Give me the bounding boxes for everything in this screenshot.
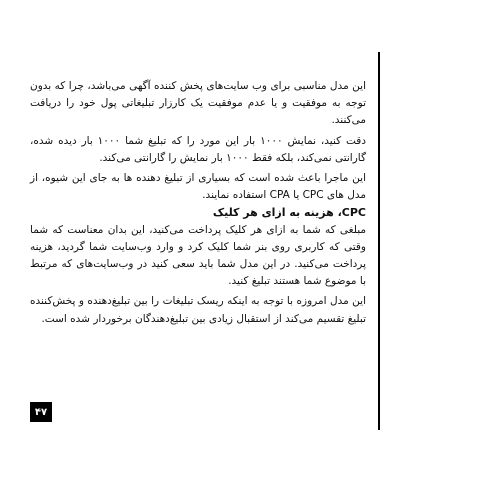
paragraph-3: این ماجرا باعث شده است که بسیاری از تبلیغ دهنده ها به جای این شیوه، از مدل های CPC یا CPA استفاده نمایند. [30, 172, 366, 202]
paragraph-2: دقت کنید، نمایش ۱۰۰۰ بار این مورد را که تبلیغ شما ۱۰۰۰ بار دیده شده، گارانتی نمی‌کند، بلکه فقط ۱۰۰۰ بار نمایش را گارانتی می‌کند. [30, 134, 367, 164]
page-number: ۴۷ [30, 402, 52, 422]
body-text [30, 78, 366, 328]
paragraph-1: این مدل مناسبی برای وب سایت‌های پخش کننده آگهی می‌باشد، چرا که بدون توجه به موفقیت و یا عدم موفقیت یک کارزار تبلیغاتی پول خود را دریافت می‌کنند. [30, 80, 366, 127]
paragraph-5: این مدل امروزه با توجه به اینکه ریسک تبلیغات را بین تبلیغ‌دهنده و پخش‌کننده تبلیغ تقسیم می‌کند از استقبال زیادی بین تبلیغ‌دهندگان برخوردار شده است. [30, 295, 366, 325]
paragraph-4: مبلغی که شما به ازای هر کلیک پرداخت می‌کنید، این بدان معناست که شما وقتی که کاربری روی بنر شما کلیک کرد و وارد وب‌سایت شما گردید، هزینه پرداخت می‌کنید. در این مدل شما باید سعی کنید در وب‌سایت‌های که مرتبط با موضوع شما هستند تبلیغ کنید. [30, 223, 366, 288]
vertical-rule [378, 52, 380, 430]
section-heading: CPC، هزینه به ازای هر کلیک [212, 206, 366, 220]
